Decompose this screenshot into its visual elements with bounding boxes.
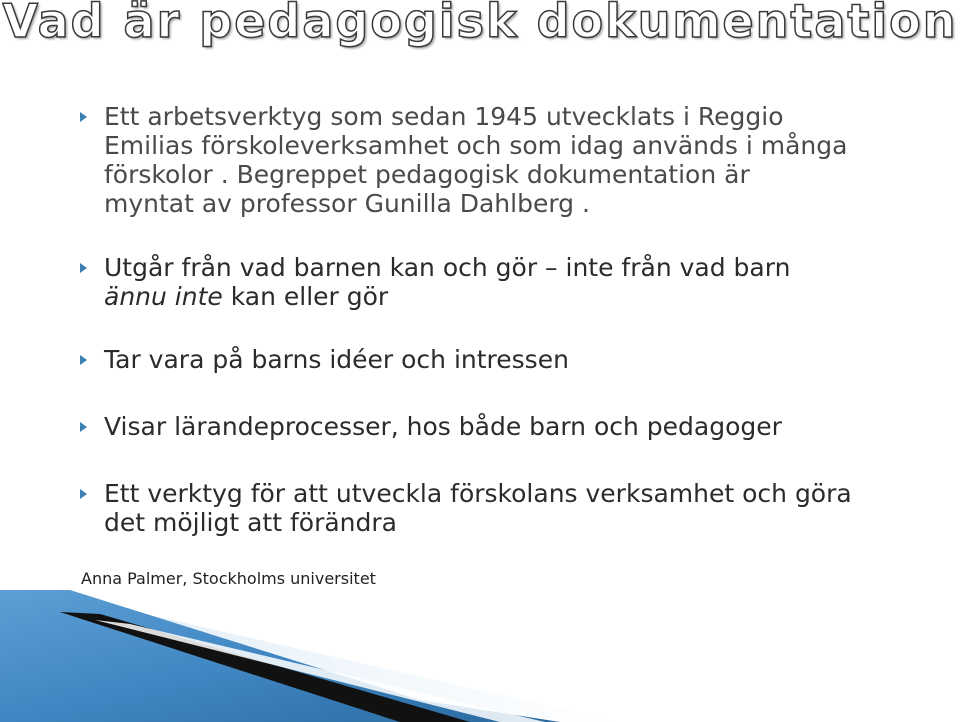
triangle-right-icon [80, 263, 87, 273]
triangle-right-icon [80, 112, 87, 122]
triangle-right-icon [80, 355, 87, 365]
decorative-swoosh [0, 590, 960, 722]
triangle-right-icon [80, 489, 87, 499]
bullet-text: Utgår från vad barnen kan och gör – inte från vad barn ännu inte kan eller gör [104, 253, 791, 311]
footer-credit: Anna Palmer, Stockholms universitet [81, 569, 376, 588]
bullet-text: Visar lärandeprocesser, hos både barn och pedagoger [104, 412, 782, 441]
bullet-text: Tar vara på barns idéer och intressen [104, 345, 569, 374]
bullet-text: Ett verktyg för att utveckla förskolans verksamhet och göra det möjligt att förändra [104, 479, 852, 537]
slide-title: Vad är pedagogisk dokumentation [2, 0, 958, 48]
emphasis-text: ännu inte [104, 282, 223, 311]
bullet-text: Ett arbetsverktyg som sedan 1945 utvecklats i Reggio Emilias förskoleverksamhet och som idag används i många förskolor . Begreppet pedagogisk dokumentation är myntat av professor Gunilla Dahlberg . [104, 102, 848, 218]
triangle-right-icon [80, 422, 87, 432]
